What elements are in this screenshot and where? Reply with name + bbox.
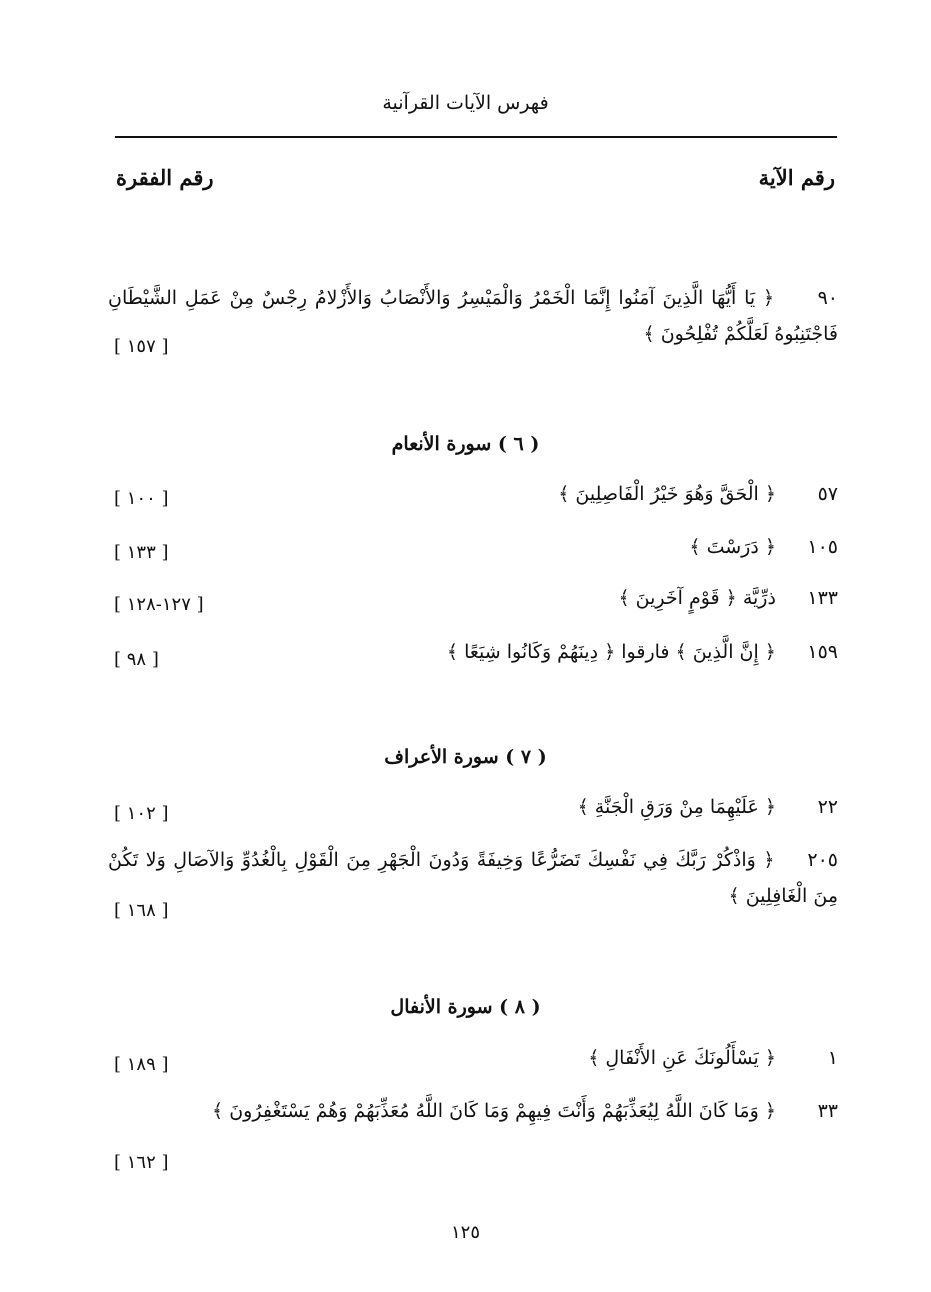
index-entry bbox=[110, 483, 838, 505]
ayah-text: ﴿ إِنَّ الَّذِينَ ﴾ فارقوا ﴿ دِينَهُمْ وَكَانُوا شِيَعًا ﴾ bbox=[446, 641, 776, 663]
paragraph-reference: [ ١٥٧ ] bbox=[114, 336, 169, 357]
paragraph-reference: [ ١٠٢ ] bbox=[114, 803, 169, 824]
paragraph-reference: [ ١٢٧-١٢٨ ] bbox=[114, 594, 204, 615]
index-entry bbox=[110, 1047, 838, 1069]
ayah-number: ١٠٥ bbox=[807, 536, 838, 558]
paragraph-reference: [ ١٦٨ ] bbox=[114, 900, 169, 921]
index-entry bbox=[110, 587, 838, 609]
ayah-number: ٣٣ bbox=[817, 1100, 838, 1122]
surah-heading: ( ٨ ) سورة الأنفال bbox=[390, 996, 541, 1018]
ayah-number: ٢٢ bbox=[817, 796, 838, 818]
ayah-number: ٩٠ bbox=[817, 287, 838, 309]
paragraph-reference: [ ١٣٣ ] bbox=[114, 542, 169, 563]
ayah-number: ٥٧ bbox=[817, 483, 838, 505]
ayah-text: ﴿ الْحَقَّ وَهُوَ خَيْرُ الْفَاصِلِينَ ﴾ bbox=[558, 483, 776, 505]
ayah-text: ذرِّيَّة ﴿ قَوْمٍ آخَرِينَ ﴾ bbox=[618, 587, 776, 609]
ayah-text: ﴿ يَا أَيُّهَا الَّذِينَ آمَنُوا إِنَّمَا الْخَمْرُ وَالْمَيْسِرُ وَالأَنْصَابُ وَالأَزْلامُ رِجْسٌ مِنْ عَمَلِ الشَّيْطَانِ فَاجْتَنِبُوهُ لَعَلَّكُمْ تُفْلِحُونَ ﴾ bbox=[108, 287, 838, 345]
index-entry bbox=[108, 842, 838, 914]
surah-heading: ( ٧ ) سورة الأعراف bbox=[384, 746, 547, 768]
index-entry bbox=[110, 796, 838, 818]
index-entry bbox=[110, 1100, 838, 1122]
ayah-number: ٢٠٥ bbox=[807, 849, 838, 871]
surah-heading: ( ٦ ) سورة الأنعام bbox=[391, 433, 540, 455]
page-number: ١٢٥ bbox=[450, 1222, 480, 1243]
ayah-number: ١٣٣ bbox=[807, 587, 838, 609]
ayah-number: ١ bbox=[827, 1047, 838, 1069]
paragraph-reference: [ ١٨٩ ] bbox=[114, 1054, 169, 1075]
ayah-text: ﴿ يَسْأَلُونَكَ عَنِ الأَنْفَالِ ﴾ bbox=[588, 1047, 776, 1069]
ayah-text: ﴿ وَمَا كَانَ اللَّهُ لِيُعَذِّبَهُمْ وَأَنْتَ فِيهِمْ وَمَا كَانَ اللَّهُ مُعَذِّبَهُمْ وَهُمْ يَسْتَغْفِرُونَ ﴾ bbox=[212, 1100, 776, 1122]
ayah-text: ﴿ عَلَيْهِمَا مِنْ وَرَقِ الْجَنَّةِ ﴾ bbox=[577, 796, 776, 818]
paragraph-reference: [ ١٠٠ ] bbox=[114, 488, 169, 509]
column-header-paragraph-number: رقم الفقرة bbox=[116, 165, 214, 190]
index-entry bbox=[110, 641, 838, 663]
index-entry bbox=[108, 280, 838, 352]
header-divider bbox=[115, 136, 837, 138]
ayah-number: ١٥٩ bbox=[807, 641, 838, 663]
ayah-text: ﴿ وَاذْكُرْ رَبَّكَ فِي نَفْسِكَ تَضَرُّعًا وَخِيفَةً وَدُونَ الْجَهْرِ مِنَ الْقَوْلِ بِالْغُدُوِّ وَالآصَالِ وَلا تَكُنْ مِنَ الْغَافِلِينَ ﴾ bbox=[108, 849, 838, 907]
page-header-title: فهرس الآيات القرآنية bbox=[382, 92, 549, 114]
index-entry bbox=[110, 536, 838, 558]
paragraph-reference: [ ٩٨ ] bbox=[114, 649, 159, 670]
paragraph-reference: [ ١٦٢ ] bbox=[114, 1152, 169, 1173]
ayah-text: ﴿ دَرَسْتَ ﴾ bbox=[689, 536, 776, 558]
column-header-ayah-number: رقم الآية bbox=[758, 165, 835, 190]
